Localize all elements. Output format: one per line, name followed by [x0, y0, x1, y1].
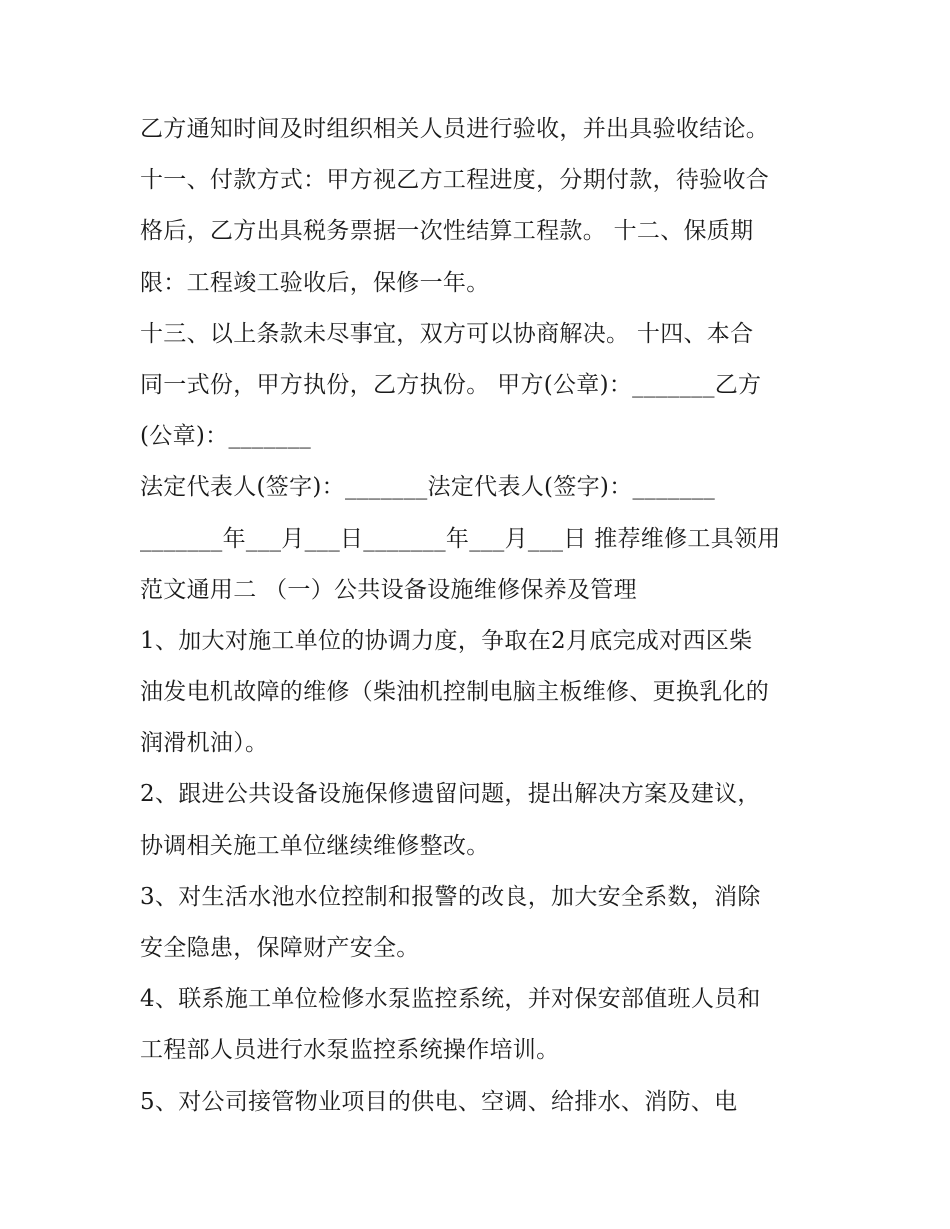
text-line: (公章)：_______ — [140, 423, 312, 450]
text-line: 3、对生活水池水位控制和报警的改良，加大安全系数，消除 — [140, 883, 761, 910]
text-line: 5、对公司接管物业项目的供电、空调、给排水、消防、电 — [140, 1088, 738, 1115]
text-line: 4、联系施工单位检修水泵监控系统，并对保安部值班人员和 — [140, 986, 761, 1013]
text-line: 同一式份，甲方执份，乙方执份。 甲方(公章)：_______乙方 — [140, 371, 762, 398]
text-line: 协调相关施工单位继续维修整改。 — [140, 832, 490, 859]
text-line: 安全隐患，保障财产安全。 — [140, 935, 420, 961]
text-line: 范文通用二 （一）公共设备设施维修保养及管理 — [140, 576, 637, 603]
text-line: _______年___月___日_______年___月___日 推荐维修工具领用 — [140, 525, 781, 552]
text-line: 格后，乙方出具税务票据一次性结算工程款。 十二、保质期 — [140, 218, 754, 245]
text-line: 工程部人员进行水泵监控系统操作培训。 — [140, 1037, 560, 1064]
text-line: 法定代表人(签字)：_______法定代表人(签字)：_______ — [140, 474, 716, 501]
text-line: 乙方通知时间及时组织相关人员进行验收，并出具验收结论。 — [140, 116, 770, 142]
text-line: 限：工程竣工验收后，保修一年。 — [140, 269, 490, 296]
text-line: 十一、付款方式：甲方视乙方工程进度，分期付款，待验收合 — [140, 167, 770, 194]
text-line: 十三、以上条款未尽事宜，双方可以协商解决。 十四、本合 — [140, 320, 754, 347]
text-line: 1、加大对施工单位的协调力度，争取在2月底完成对西区柴 — [140, 627, 753, 654]
text-line: 润滑机油）。 — [140, 730, 269, 757]
text-line: 油发电机故障的维修（柴油机控制电脑主板维修、更换乳化的 — [140, 679, 770, 706]
document-body — [140, 104, 830, 1128]
text-line: 2、跟进公共设备设施保修遗留问题，提出解决方案及建议， — [140, 781, 761, 808]
